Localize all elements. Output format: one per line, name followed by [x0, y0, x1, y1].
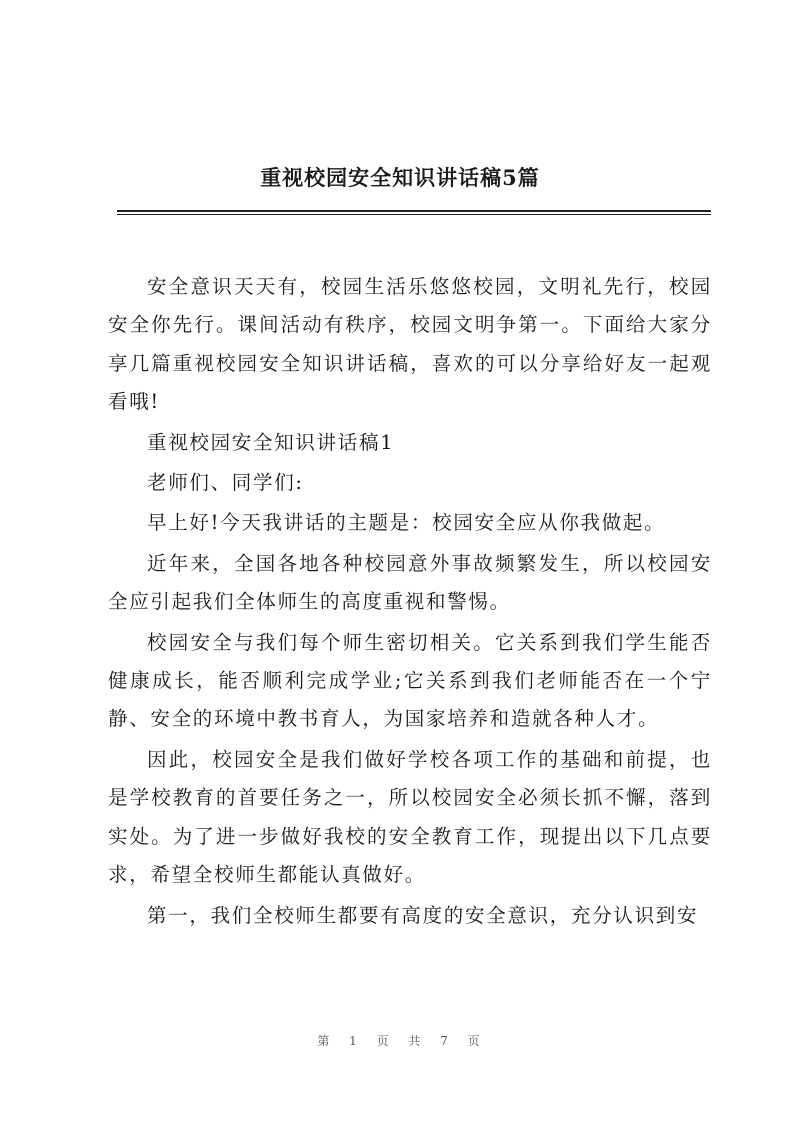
title-rule-thin	[117, 214, 711, 215]
paragraph: 近年来，全国各地各种校园意外事故频繁发生，所以校园安全应引起我们全体师生的高度重视和警惕。	[108, 551, 712, 614]
paragraph: 校园安全与我们每个师生密切相关。它关系到我们学生能否健康成长，能否顺利完成学业;它关系到我们老师能否在一个宁静、安全的环境中教书育人，为国家培养和造就各种人才。	[108, 630, 712, 731]
section-heading: 重视校园安全知识讲话稿1	[147, 430, 395, 454]
title-rule-thick	[117, 210, 711, 212]
document-title: 重视校园安全知识讲话稿5篇	[260, 165, 540, 190]
page-footer: 第 1 页 共 7 页	[317, 1034, 483, 1048]
paragraph-salutation: 老师们、同学们:	[147, 471, 304, 495]
paragraph-intro: 安全意识天天有，校园生活乐悠悠校园，文明礼先行，校园安全你先行。课间活动有秩序，校园文明争第一。下面给大家分享几篇重视校园安全知识讲话稿，喜欢的可以分享给好友一起观看哦!	[108, 275, 712, 414]
document-body	[108, 268, 712, 937]
paragraph: 因此，校园安全是我们做好学校各项工作的基础和前提，也是学校教育的首要任务之一，所以校园安全必须长抓不懈，落到实处。为了进一步做好我校的安全教育工作，现提出以下几点要求，希望全校师生都能认真做好。	[108, 747, 712, 887]
paragraph-greeting: 早上好!今天我讲话的主题是：校园安全应从你我做起。	[147, 511, 666, 535]
paragraph: 第一，我们全校师生都要有高度的安全意识，充分认识到安	[147, 903, 699, 927]
